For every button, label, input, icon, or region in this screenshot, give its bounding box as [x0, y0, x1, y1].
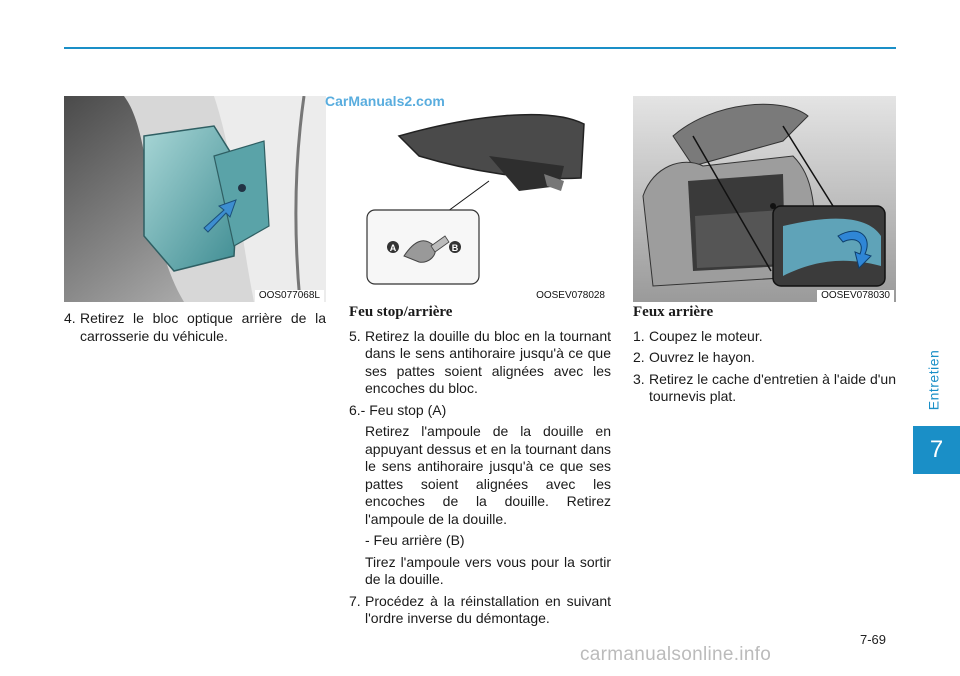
- step-6-text: Retirez l'ampoule de la douille en appuyant dessus et en la tournant dans le sens antihoraire jusqu'à ce que ses pattes soient alignées avec les encoches de la douille. Retirez l'ampoule de la douille.: [365, 423, 611, 527]
- figure-1-illustration: [64, 96, 326, 302]
- section-heading-feux-arriere: Feux arrière: [633, 304, 714, 320]
- watermark-top: CarManuals2.com: [325, 93, 445, 109]
- substep-text: Tirez l'ampoule vers vous pour la sortir de la douille.: [365, 553, 611, 587]
- step-7-text: Procédez à la réinstallation en suivant l'ordre inverse du démontage.: [365, 592, 611, 626]
- column-1: [64, 304, 326, 349]
- chapter-tab: 7: [913, 426, 960, 474]
- step-5-number: 5.: [349, 327, 361, 344]
- watermark-bottom: carmanualsonline.info: [580, 644, 772, 665]
- step-2-number: 2.: [633, 349, 645, 365]
- figure-tail-lamp-removal: [64, 96, 326, 302]
- figure-2-code: OOSEV078028: [532, 290, 609, 302]
- column-3: [633, 304, 896, 410]
- page-number: 7-69: [860, 632, 887, 647]
- substep-title: - Feu arrière (B): [365, 532, 465, 548]
- section-heading-feu-stop: Feu stop/arrière: [349, 304, 453, 320]
- header-rule: [64, 47, 896, 49]
- step-4-number: 4.: [64, 310, 76, 326]
- step-3-number: 3.: [633, 370, 645, 387]
- section-label-text: Entretien: [925, 349, 942, 411]
- callout-a: A: [389, 243, 397, 253]
- step-3-text: Retirez le cache d'entretien à l'aide d'un tournevis plat.: [649, 370, 896, 404]
- step-1: [633, 328, 896, 346]
- step-3: [633, 371, 896, 406]
- step-5: [349, 328, 611, 398]
- figure-3-code: OOSEV078030: [817, 290, 894, 302]
- step-7: [349, 593, 611, 628]
- figure-2-illustration: [349, 96, 611, 302]
- step-5-text: Retirez la douille du bloc en la tournant dans le sens antihoraire jusqu'à ce que ses pattes soient alignées avec les encoches du bloc.: [365, 327, 611, 396]
- section-side-label: [910, 330, 956, 430]
- figure-liftgate-open: [633, 96, 896, 302]
- callout-b: B: [451, 243, 459, 253]
- step-4: [64, 310, 326, 345]
- step-2-text: Ouvrez le hayon.: [649, 349, 755, 365]
- step-4-text: Retirez le bloc optique arrière de la carrosserie du véhicule.: [80, 310, 326, 344]
- column-2: [349, 304, 611, 632]
- figure-3-illustration: [633, 96, 896, 302]
- step-1-number: 1.: [633, 327, 645, 344]
- step-1-text: Coupez le moteur.: [649, 327, 763, 344]
- step-7-number: 7.: [349, 592, 361, 609]
- figure-bulb-socket: [349, 96, 611, 302]
- figure-1-code: OOS077068L: [255, 290, 324, 302]
- step-2: [633, 349, 896, 367]
- step-6-title: 6.- Feu stop (A): [349, 401, 447, 418]
